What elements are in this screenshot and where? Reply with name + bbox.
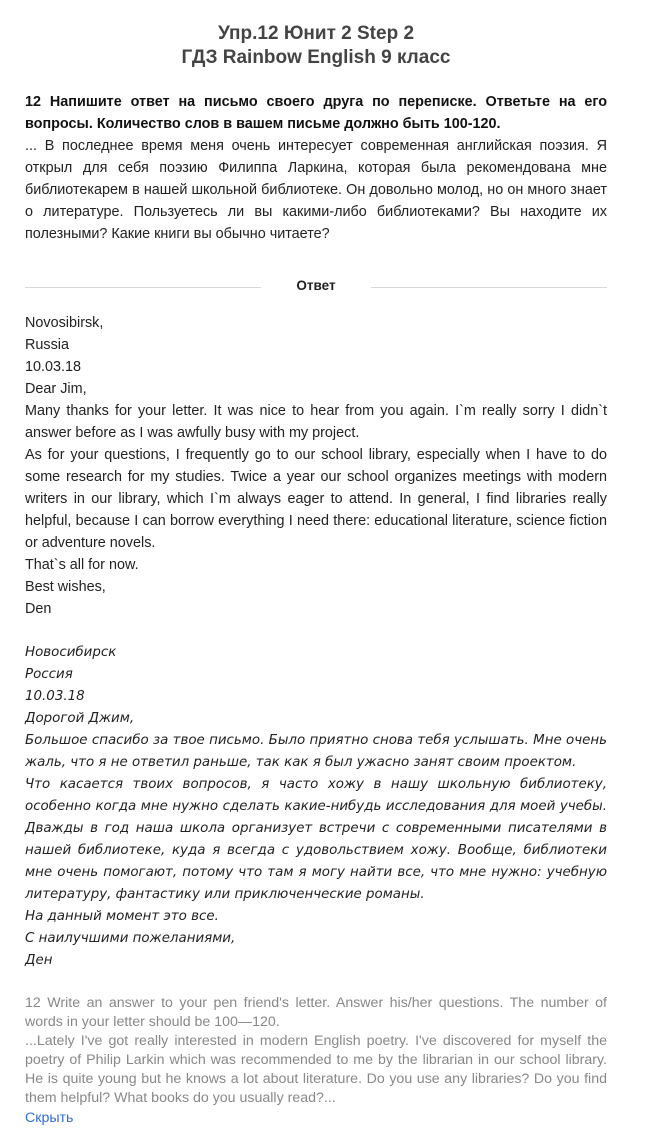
task-translation — [25, 994, 607, 1108]
translation-text: ...Lately I've got really interested in modern English poetry. I've discovered for myself the poetry of Philip Larkin which was recommended to me by the librarian in our school library. He is quite young but he knows a lot about literature. Do you use any libraries? Do you find them helpful? What books do you usually read?... — [25, 1033, 607, 1106]
letter-country: Russia — [25, 337, 69, 353]
answer-letter-english — [25, 312, 607, 620]
letter-signature: Den — [25, 601, 52, 617]
letter-greeting: Dear Jim, — [25, 381, 87, 397]
task-text: ... В последнее время меня очень интересует современная английская поэзия. Я открыл для себя поэзию Филиппа Ларкина, которая была рекомендована мне библиотекарем в нашей школьной библиотеке. Он довольно молод, но он много знает о литературе. Пользуетесь ли вы какими-либо библиотеками? Вы находите их полезными? Какие книги вы обычно читаете? — [25, 138, 607, 242]
letter-paragraph: Большое спасибо за твое письмо. Было приятно снова тебя услышать. Мне очень жаль, что я не ответил раньше, так как я был ужасно занят своим проектом. — [25, 733, 607, 770]
letter-paragraph: Что касается твоих вопросов, я часто хожу в нашу школьную библиотеку, особенно когда мне нужно сделать какие-нибудь исследования для моей учебы. Дважды в год наша школа организует встречи с современными писателями в нашей библиотеке, куда я всегда с удовольствием хожу. Вообще, библиотеки мне очень помогают, потому что там я могу найти все, что мне нужно: учебную литературу, фантастику или приключенческие романы. — [25, 777, 607, 902]
page-title-line-1: Упр.12 Юнит 2 Step 2 — [217, 23, 415, 44]
letter-paragraph: Many thanks for your letter. It was nice to hear from you again. I`m really sorry I didn`t answer before as I was awfully busy with my project. — [25, 403, 607, 441]
letter-city: Novosibirsk, — [25, 315, 104, 331]
letter-paragraph: As for your questions, I frequently go to our school library, especially when I have to do some research for my studies. Twice a year our school organizes meetings with modern writers in our library, which I`m always eager to attend. In general, I find libraries really helpful, because I can borrow everything I need there: educational literature, science fiction or adventure novels. — [25, 447, 607, 551]
letter-date: 10.03.18 — [25, 359, 82, 375]
page — [25, 0, 607, 1128]
page-title-line-2: ГДЗ Rainbow English 9 класс — [181, 47, 451, 68]
letter-closing: На данный момент это все. — [25, 909, 219, 924]
letter-country: Россия — [25, 667, 73, 682]
letter-signature: Ден — [25, 953, 53, 968]
translation-task: 12 Write an answer to your pen friend's letter. Answer his/her questions. The number of words in your letter should be 100—120. — [25, 995, 607, 1030]
letter-date: 10.03.18 — [25, 689, 85, 704]
answer-divider — [25, 272, 607, 312]
letter-city: Новосибирск — [25, 645, 117, 660]
letter-greeting: Дорогой Джим, — [25, 711, 135, 726]
answer-letter-russian — [25, 642, 607, 972]
letter-sign-off: Best wishes, — [25, 579, 106, 595]
task-heading: 12 Напишите ответ на письмо своего друга по переписке. Ответьте на его вопросы. Количество слов в вашем письме должно быть 100-120. — [25, 94, 607, 132]
answer-label: Ответ — [296, 278, 336, 293]
page-title — [25, 22, 607, 70]
letter-closing: That`s all for now. — [25, 557, 139, 573]
letter-sign-off: С наилучшими пожеланиями, — [25, 931, 236, 946]
hide-translation-link[interactable]: Скрыть — [25, 1110, 74, 1126]
divider-line-right — [371, 287, 607, 288]
